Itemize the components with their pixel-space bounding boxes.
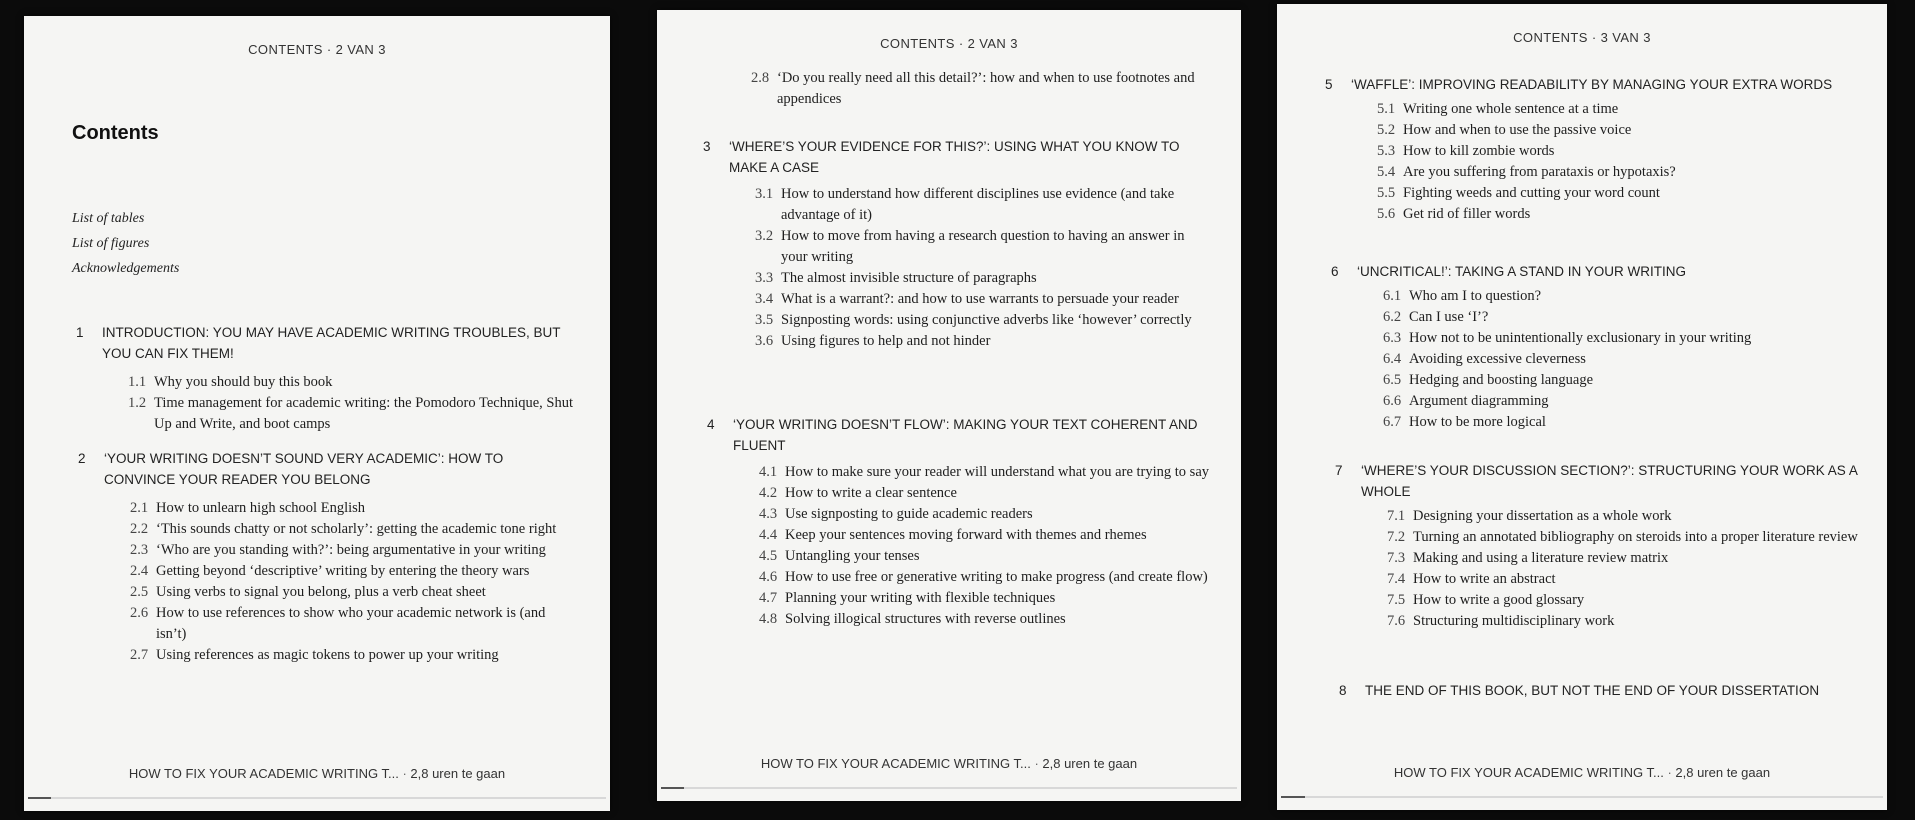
section-number: 6.5 <box>1383 372 1402 388</box>
section-title: Get rid of filler words <box>1403 206 1531 222</box>
section-title: How to move from having a research question to having an answer in your writing <box>781 228 1185 265</box>
section-title: Designing your dissertation as a whole work <box>1413 508 1672 524</box>
section-title: ‘This sounds chatty or not scholarly’: getting the academic tone right <box>156 521 557 537</box>
chapter-number: 3 <box>703 139 711 154</box>
toc-section-item[interactable] <box>1383 286 1861 307</box>
toc-section-item[interactable] <box>1377 99 1855 120</box>
toc-chapter-8 <box>1339 680 1869 701</box>
toc-section-item[interactable] <box>759 588 1217 609</box>
toc-section-item[interactable] <box>130 519 578 540</box>
section-number: 2.8 <box>751 70 770 86</box>
page-header: CONTENTS · 2 VAN 3 <box>248 42 386 57</box>
section-number: 3.1 <box>755 186 774 202</box>
time-remaining: 2,8 uren te gaan <box>410 766 506 781</box>
toc-section-item[interactable] <box>130 603 578 645</box>
section-title: How not to be unintentionally exclusionary in your writing <box>1409 330 1752 346</box>
toc-section-item[interactable] <box>1383 328 1861 349</box>
section-number: 4.4 <box>759 527 778 543</box>
reading-progress-bar <box>1281 796 1883 798</box>
toc-chapter-5 <box>1325 74 1855 225</box>
toc-chapter-heading[interactable] <box>1335 460 1865 502</box>
page-header: CONTENTS · 2 VAN 3 <box>880 36 1018 51</box>
section-number: 4.1 <box>759 464 778 480</box>
toc-section-item[interactable] <box>755 184 1213 226</box>
toc-section-item[interactable] <box>1387 527 1865 548</box>
reading-progress-bar <box>28 797 606 799</box>
section-number: 4.2 <box>759 485 778 501</box>
toc-section-item[interactable] <box>130 582 578 603</box>
section-number: 6.2 <box>1383 309 1402 325</box>
section-number: 2.4 <box>130 563 149 579</box>
chapter-title: INTRODUCTION: YOU MAY HAVE ACADEMIC WRITING TROUBLES, BUT YOU CAN FIX THEM! <box>102 325 561 361</box>
toc-section-item[interactable] <box>759 546 1217 567</box>
section-title: Untangling your tenses <box>785 548 920 564</box>
toc-section-item[interactable] <box>1387 611 1865 632</box>
toc-section-item[interactable] <box>1377 162 1855 183</box>
chapter-title: ‘WHERE’S YOUR DISCUSSION SECTION?’: STRUCTURING YOUR WORK AS A WHOLE <box>1361 463 1858 499</box>
chapter-title: THE END OF THIS BOOK, BUT NOT THE END OF YOUR DISSERTATION <box>1365 683 1820 698</box>
chapter-number: 8 <box>1339 683 1347 698</box>
section-number: 5.1 <box>1377 101 1396 117</box>
section-number: 7.1 <box>1387 508 1406 524</box>
toc-section-item[interactable] <box>1383 391 1861 412</box>
section-title: Argument diagramming <box>1409 393 1549 409</box>
toc-section-item[interactable] <box>1377 120 1855 141</box>
section-title: How to understand how different disciplines use evidence (and take advantage of it) <box>781 186 1175 223</box>
toc-section-item[interactable] <box>755 331 1213 352</box>
section-number: 2.3 <box>130 542 149 558</box>
section-number: 4.6 <box>759 569 778 585</box>
section-title: Who am I to question? <box>1409 288 1542 304</box>
toc-chapter-2 <box>78 448 578 666</box>
section-title: Can I use ‘I’? <box>1409 309 1489 325</box>
toc-section-item[interactable] <box>130 540 578 561</box>
section-title: Structuring multidisciplinary work <box>1413 613 1615 629</box>
toc-section-item[interactable] <box>1387 569 1865 590</box>
section-number: 3.2 <box>755 228 774 244</box>
section-number: 5.3 <box>1377 143 1396 159</box>
toc-section-item[interactable] <box>1377 204 1855 225</box>
section-title: Hedging and boosting language <box>1409 372 1594 388</box>
toc-chapter-heading[interactable] <box>703 136 1213 178</box>
section-title: Making and using a literature review matrix <box>1413 550 1669 566</box>
toc-section-item[interactable] <box>1387 548 1865 569</box>
toc-section-item[interactable] <box>1383 412 1861 433</box>
section-title: How to write an abstract <box>1413 571 1556 587</box>
section-title: Fighting weeds and cutting your word count <box>1403 185 1660 201</box>
book-title-footer: HOW TO FIX YOUR ACADEMIC WRITING T... <box>128 766 399 781</box>
toc-section-item[interactable] <box>1383 349 1861 370</box>
toc-section-item[interactable] <box>751 68 1211 110</box>
toc-chapter-heading[interactable] <box>707 414 1217 456</box>
chapter-title: ‘YOUR WRITING DOESN’T FLOW’: MAKING YOUR TEXT COHERENT AND FLUENT <box>733 417 1198 453</box>
section-title: Solving illogical structures with reverse outlines <box>785 611 1066 627</box>
toc-section-item[interactable] <box>1387 590 1865 611</box>
toc-link-list-of-figures[interactable]: List of figures <box>72 236 150 251</box>
chapter-title: ‘UNCRITICAL!’: TAKING A STAND IN YOUR WRITING <box>1357 264 1687 279</box>
toc-section-item[interactable] <box>759 525 1217 546</box>
toc-section-item[interactable] <box>759 567 1217 588</box>
page-title: Contents <box>72 122 159 144</box>
toc-section-item[interactable] <box>755 289 1213 310</box>
toc-section-item[interactable] <box>130 498 578 519</box>
time-remaining: 2,8 uren te gaan <box>1042 756 1138 771</box>
section-number: 6.1 <box>1383 288 1402 304</box>
section-title: How to write a good glossary <box>1413 592 1585 608</box>
section-title: Using references as magic tokens to power up your writing <box>156 647 499 663</box>
section-title: Using verbs to signal you belong, plus a verb cheat sheet <box>156 584 486 600</box>
section-number: 7.4 <box>1387 571 1406 587</box>
section-title: How to use references to show who your academic network is (and isn’t) <box>156 605 546 642</box>
ereader-page-1 <box>24 16 610 811</box>
section-title: What is a warrant?: and how to use warrants to persuade your reader <box>781 291 1179 307</box>
toc-chapter-heading[interactable] <box>1339 680 1869 701</box>
section-title: The almost invisible structure of paragraphs <box>781 270 1037 286</box>
toc-section-item[interactable] <box>130 561 578 582</box>
ereader-page-3 <box>1277 4 1887 810</box>
section-title: How to write a clear sentence <box>785 485 957 501</box>
section-number: 1.2 <box>128 395 147 411</box>
reading-progress-bar <box>661 787 1237 789</box>
page-footer: HOW TO FIX YOUR ACADEMIC WRITING T... · 2,8 uren te gaan <box>128 766 506 781</box>
section-title: Turning an annotated bibliography on steroids into a proper literature review <box>1413 529 1858 545</box>
toc-section-item[interactable] <box>1383 370 1861 391</box>
toc-section-item[interactable] <box>759 609 1217 630</box>
chapter-number: 7 <box>1335 463 1343 478</box>
section-title: Writing one whole sentence at a time <box>1403 101 1619 117</box>
section-title: Why you should buy this book <box>154 374 333 390</box>
toc-link-acknowledgements[interactable]: Acknowledgements <box>72 261 180 276</box>
toc-section-item[interactable] <box>130 645 578 666</box>
toc-section-item[interactable] <box>1377 183 1855 204</box>
section-number: 7.3 <box>1387 550 1406 566</box>
toc-chapter-heading[interactable] <box>78 448 578 490</box>
section-title: How to be more logical <box>1409 414 1546 430</box>
chapter-title: ‘WHERE’S YOUR EVIDENCE FOR THIS?’: USING WHAT YOU KNOW TO MAKE A CASE <box>729 139 1180 175</box>
toc-chapter-6 <box>1331 261 1861 433</box>
section-number: 1.1 <box>128 374 147 390</box>
section-number: 7.6 <box>1387 613 1406 629</box>
chapter-number: 5 <box>1325 77 1333 92</box>
toc-chapter-3 <box>703 136 1213 352</box>
chapter-number: 1 <box>76 325 84 340</box>
chapter-number: 2 <box>78 451 86 466</box>
section-number: 4.7 <box>759 590 778 606</box>
section-number: 2.1 <box>130 500 149 516</box>
chapter-number: 4 <box>707 417 715 432</box>
section-number: 2.2 <box>130 521 149 537</box>
section-title: Planning your writing with flexible techniques <box>785 590 1056 606</box>
section-number: 6.4 <box>1383 351 1402 367</box>
toc-chapter-heading[interactable] <box>1331 261 1861 282</box>
toc-chapter-heading[interactable] <box>1325 74 1855 95</box>
section-title: ‘Who are you standing with?’: being argumentative in your writing <box>156 542 546 558</box>
section-number: 7.5 <box>1387 592 1406 608</box>
section-number: 5.4 <box>1377 164 1396 180</box>
section-number: 6.3 <box>1383 330 1402 346</box>
toc-section-item[interactable] <box>128 372 576 393</box>
section-number: 3.3 <box>755 270 774 286</box>
section-number: 4.8 <box>759 611 778 627</box>
section-title: Avoiding excessive cleverness <box>1409 351 1586 367</box>
section-title: Using figures to help and not hinder <box>781 333 991 349</box>
toc-section-item[interactable] <box>1383 307 1861 328</box>
section-number: 3.6 <box>755 333 774 349</box>
section-number: 2.5 <box>130 584 149 600</box>
section-title: Time management for academic writing: the Pomodoro Technique, Shut Up and Write, and boot camps <box>154 395 573 432</box>
book-title-footer: HOW TO FIX YOUR ACADEMIC WRITING T... <box>1393 765 1664 780</box>
front-matter-list <box>72 206 179 281</box>
section-number: 7.2 <box>1387 529 1406 545</box>
section-title: Are you suffering from parataxis or hypotaxis? <box>1403 164 1676 180</box>
section-title: Getting beyond ‘descriptive’ writing by entering the theory wars <box>156 563 530 579</box>
section-title: Keep your sentences moving forward with themes and rhemes <box>785 527 1147 543</box>
section-title: Signposting words: using conjunctive adverbs like ‘however’ correctly <box>781 312 1192 328</box>
toc-section-item[interactable] <box>755 310 1213 331</box>
section-title: How to use free or generative writing to make progress (and create flow) <box>785 569 1208 585</box>
section-title: How to make sure your reader will understand what you are trying to say <box>785 464 1210 480</box>
section-number: 4.5 <box>759 548 778 564</box>
toc-section-item[interactable] <box>128 393 576 435</box>
toc-section-item[interactable] <box>755 226 1213 268</box>
section-number: 6.6 <box>1383 393 1402 409</box>
toc-section-item[interactable] <box>759 483 1217 504</box>
toc-chapter-1 <box>76 322 576 435</box>
time-remaining: 2,8 uren te gaan <box>1675 765 1771 780</box>
section-title: ‘Do you really need all this detail?’: how and when to use footnotes and appendices <box>777 70 1195 107</box>
toc-section-item[interactable] <box>755 268 1213 289</box>
toc-chapter-7 <box>1335 460 1865 632</box>
section-title: How to kill zombie words <box>1403 143 1555 159</box>
ereader-page-2 <box>657 10 1241 801</box>
section-number: 4.3 <box>759 506 778 522</box>
section-number: 3.4 <box>755 291 774 307</box>
section-title: How to unlearn high school English <box>156 500 366 516</box>
section-number: 6.7 <box>1383 414 1402 430</box>
toc-section-item[interactable] <box>759 462 1217 483</box>
section-number: 2.7 <box>130 647 149 663</box>
toc-section-item[interactable] <box>1377 141 1855 162</box>
section-title: Use signposting to guide academic readers <box>785 506 1033 522</box>
toc-link-list-of-tables[interactable]: List of tables <box>72 211 145 226</box>
chapter-number: 6 <box>1331 264 1339 279</box>
toc-chapter-heading[interactable] <box>76 322 576 364</box>
chapter-title: ‘WAFFLE’: IMPROVING READABILITY BY MANAGING YOUR EXTRA WORDS <box>1351 77 1833 92</box>
section-number: 5.5 <box>1377 185 1396 201</box>
section-number: 5.2 <box>1377 122 1396 138</box>
chapter-title: ‘YOUR WRITING DOESN’T SOUND VERY ACADEMIC’: HOW TO CONVINCE YOUR READER YOU BELONG <box>104 451 504 487</box>
toc-carry-sections <box>751 68 1211 110</box>
page-footer: HOW TO FIX YOUR ACADEMIC WRITING T... · 2,8 uren te gaan <box>1393 765 1771 780</box>
section-number: 3.5 <box>755 312 774 328</box>
toc-chapter-4 <box>707 414 1217 630</box>
toc-section-item[interactable] <box>759 504 1217 525</box>
section-number: 5.6 <box>1377 206 1396 222</box>
page-footer: HOW TO FIX YOUR ACADEMIC WRITING T... · 2,8 uren te gaan <box>760 756 1138 771</box>
toc-section-item[interactable] <box>1387 506 1865 527</box>
book-title-footer: HOW TO FIX YOUR ACADEMIC WRITING T... <box>760 756 1031 771</box>
section-title: How and when to use the passive voice <box>1403 122 1632 138</box>
page-header: CONTENTS · 3 VAN 3 <box>1513 30 1651 45</box>
section-number: 2.6 <box>130 605 149 621</box>
